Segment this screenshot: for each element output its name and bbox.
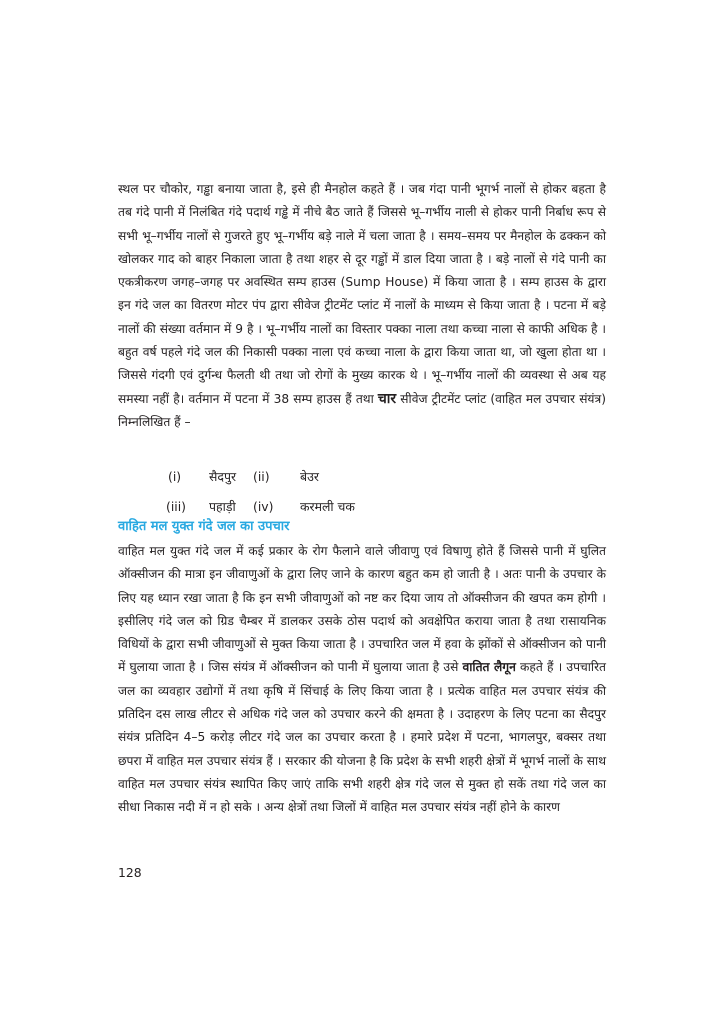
list-number: (iv) bbox=[253, 499, 274, 514]
page-number: 128 bbox=[118, 865, 142, 880]
list-number: (ii) bbox=[253, 469, 270, 484]
paragraph-text: वाहित मल युक्त गंदे जल में कई प्रकार के रोग फैलाने वाले जीवाणु एवं विषाणु होते हैं जिससे पानी में घुलित ऑक्सीजन की मात्रा इन जीवाणुओं के द्वारा लिए जाने के कारण बहुत कम हो जाती है । अतः पानी के उपचार के लिए यह ध्यान रखा जाता है कि इन सभी जीवाणुओं को नष्ट कर दिया जाय तो ऑक्सीजन की खपत कम होगी । इसीलिए गंदे जल को ग्रिड चैम्बर में डालकर उसके ठोस पदार्थ को अवक्षेपित कराया जाता है तथा रासायनिक विधियों के द्वारा सभी जीवाणुओं से मुक्त किया जाता है । उपचारित जल में हवा के झोंकों से ऑक्सीजन को पानी में घुलाया जाता है । जिस संयंत्र में ऑक्सीजन को पानी में घुलाया जाता है उसे bbox=[118, 544, 606, 675]
list-number: (i) bbox=[168, 469, 182, 484]
plant-name: सैदपुर bbox=[209, 469, 237, 484]
plant-name: करमली चक bbox=[300, 499, 355, 514]
plant-name: पहाड़ी bbox=[209, 499, 236, 514]
bold-term-lagoon: वातित लैगून bbox=[462, 660, 516, 675]
section-heading: वाहित मल युक्त गंदे जल का उपचार bbox=[118, 519, 290, 534]
paragraph-text: स्थल पर चौकोर, गड्ढा बनाया जाता है, इसे ही मैनहोल कहते हैं । जब गंदा पानी भूगर्भ नालों से होकर बहता है तब गंदे पानी में निलंबित गंदे पदार्थ गड्ढे में नीचे बैठ जाते हैं जिससे भू–गर्भीय नाली से होकर पानी निर्बाध रूप से सभी भू–गर्भीय नालों से गुजरते हुए भू–गर्भीय बड़े नाले में चला जाता है । समय–समय पर मैनहोल के ढक्कन को खोलकर गाद को बाहर निकाला जाता है तथा शहर से दूर गड्ढों में डाल दिया जाता है । बड़े नालों से गंदे पानी का एकत्रीकरण जगह–जगह पर अवस्थित सम्प हाउस (Sump House) में किया जाता है । सम्प हाउस के द्वारा इन गंदे जल का वितरण मोटर पंप द्वारा सीवेज ट्रीटमेंट प्लांट में नालों के माध्यम से किया जाता है । पटना में बड़े नालों की संख्या वर्तमान में 9 है । भू–गर्भीय नालों का विस्तार पक्का नाला तथा कच्चा नाला से काफी अधिक है । बहुत वर्ष पहले गंदे जल की निकासी पक्का नाला एवं कच्चा नाला के द्वारा किया जाता था, जो खुला होता था । जिससे गंदगी एवं दुर्गन्ध फैलती थी तथा जो रोगों के मुख्य कारक थे । भू–गर्भीय नालों की व्यवस्था से अब यह समस्या नहीं है। वर्तमान में पटना में 38 सम्प हाउस हैं तथा bbox=[118, 182, 606, 406]
paragraph-text: कहते हैं । उपचारित जल का व्यवहार उद्योगों में तथा कृषि में सिंचाई के लिए किया जाता है । प्रत्येक वाहित मल उपचार संयंत्र की प्रतिदिन दस लाख लीटर से अधिक गंदे जल को उपचार करने की क्षमता है । उदाहरण के लिए पटना का सैदपुर संयंत्र प्रतिदिन 4–5 करोड़ लीटर गंदे जल का उपचार करता है । हमारे प्रदेश में पटना, भागलपुर, बक्सर तथा छपरा में वाहित मल उपचार संयंत्र हैं । सरकार की योजना है कि प्रदेश के सभी शहरी क्षेत्रों में भूगर्भ नालों के साथ वाहित मल उपचार संयंत्र स्थापित किए जाएं ताकि सभी शहरी क्षेत्र गंदे जल से मुक्त हो सकें तथा गंदे जल का सीधा निकास नदी में न हो सके । अन्य क्षेत्रों तथा जिलों में वाहित मल उपचार संयंत्र नहीं होने के कारण bbox=[118, 660, 606, 815]
plant-name: बेउर bbox=[300, 469, 319, 484]
paragraph-treatment bbox=[118, 540, 606, 820]
list-number: (iii) bbox=[166, 499, 186, 514]
paragraph-text: सीवेज ट्रीटमेंट प्लांट (वाहित मल उपचार संयंत्र) निम्नलिखित हैं – bbox=[118, 391, 606, 429]
paragraph-manhole bbox=[118, 178, 606, 434]
bold-term-char: चार bbox=[377, 390, 397, 407]
